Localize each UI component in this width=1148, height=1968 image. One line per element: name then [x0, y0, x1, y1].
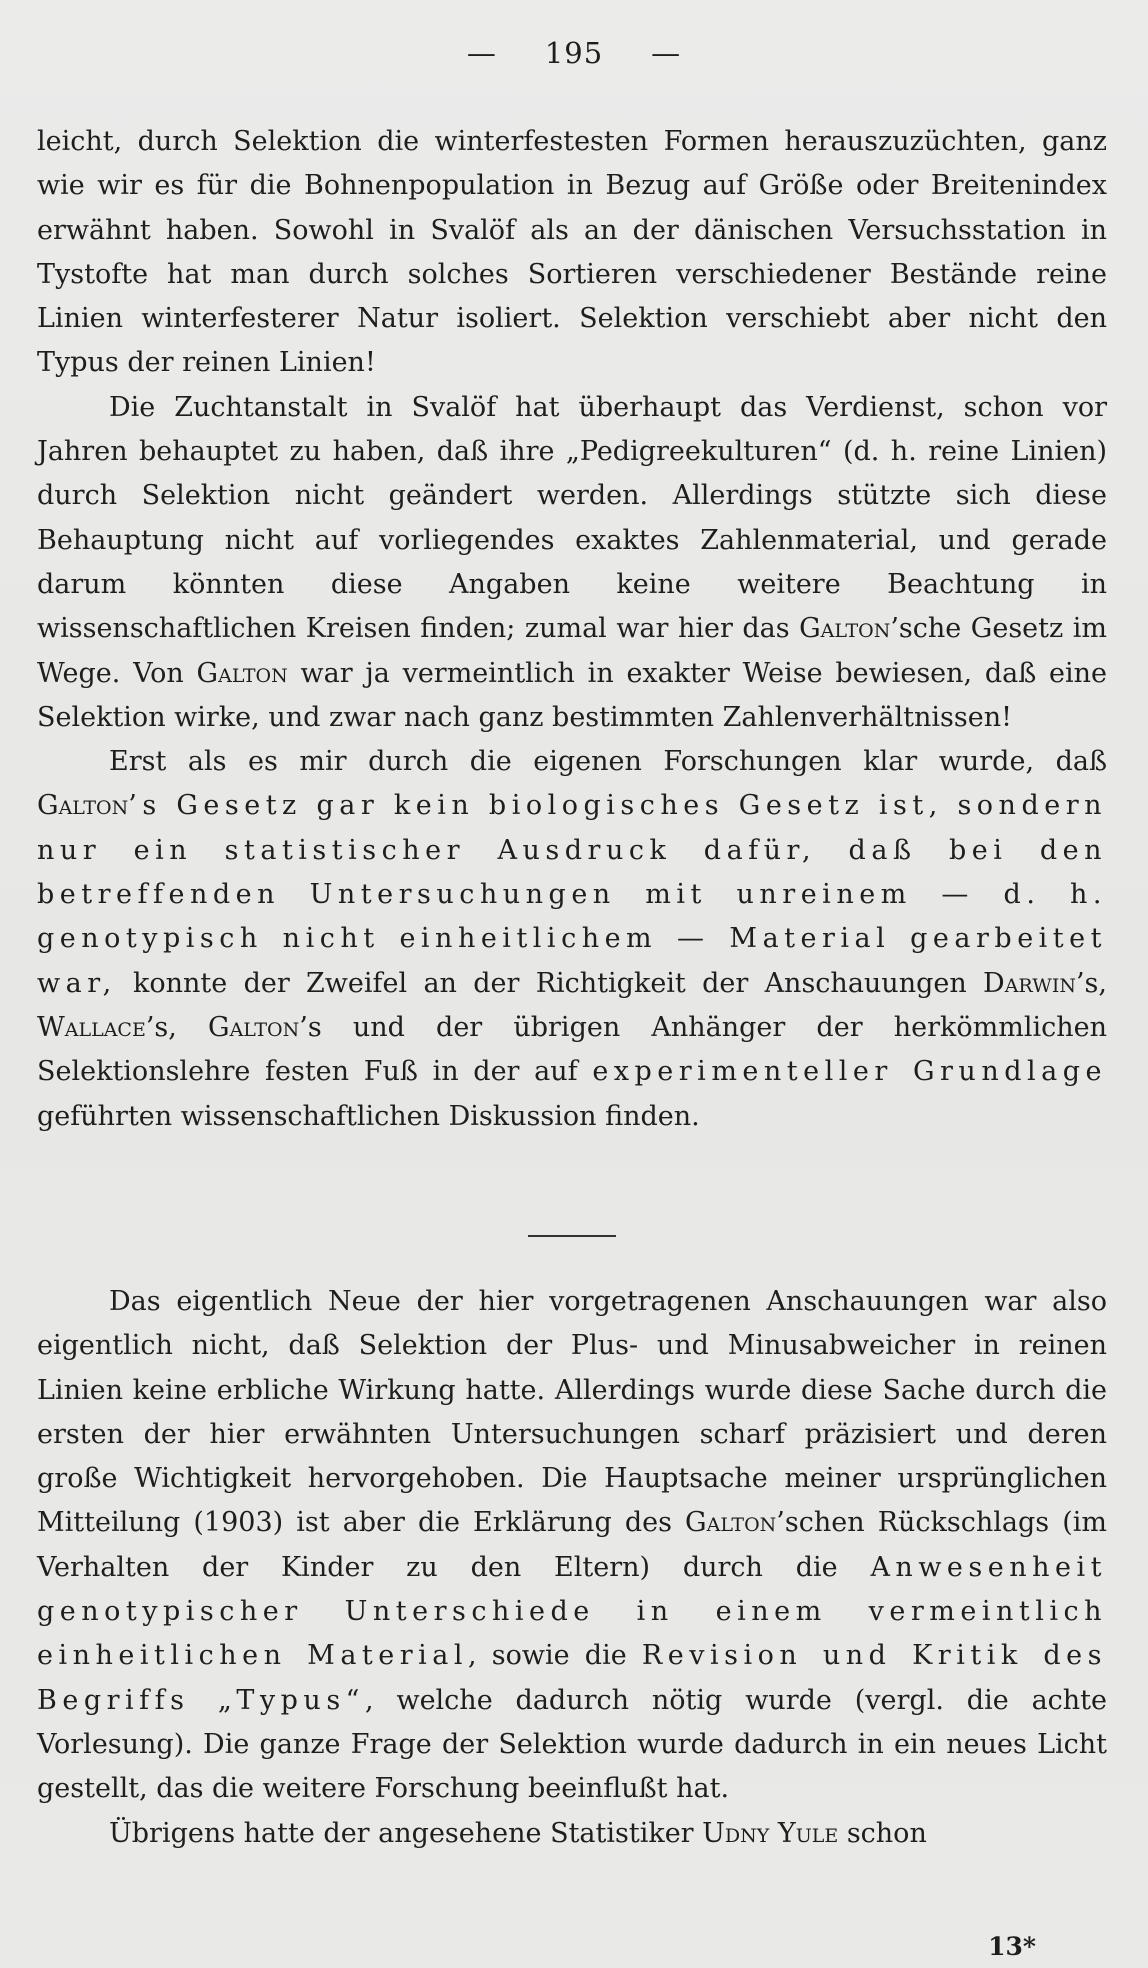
text-run: Übrigens hatte der angesehene Statistiker: [109, 1817, 703, 1849]
name-galton: Galton: [196, 657, 288, 689]
text-run: Das eigentlich Neue der hier vorgetragenen Anschauungen war also eigentlich nicht, daß Selektion der Plus- und Minusabweicher in reinen Linien keine erbliche Wirkung hatte. Allerdings wurde diese Sache durch die ersten der hier erwähnten Untersuchungen scharf präzisiert und deren große Wichtigkeit hervorgehoben. Die Hauptsache meiner ursprünglichen Mitteilung (1903) ist aber die Erklärung des: [37, 1286, 1107, 1539]
text-run: ’schen Rückschlags (im Verhalten der Kinder zu den Eltern) durch die: [37, 1507, 1107, 1583]
paragraph-4: [37, 1280, 1107, 1812]
name-galton: Galton: [208, 1011, 300, 1043]
paragraph-3: [37, 740, 1107, 1139]
text-run: , sowie die: [468, 1640, 642, 1672]
text-run: konnte der Zweifel an der Richtigkeit der Anschauungen: [116, 967, 984, 999]
emphasized-text: Anwesenheit genotypischer Unterschiede in einem vermeintlich einheitlichen Material: [37, 1551, 1107, 1672]
paragraph-2: [37, 386, 1107, 740]
text-run: ’s,: [1075, 967, 1107, 999]
text-block-top: [37, 120, 1107, 1139]
text-run: ’sche Gesetz im Wege. Von: [37, 613, 1107, 689]
text-block-bottom: [37, 1280, 1107, 1856]
text-run: ’s,: [145, 1011, 209, 1043]
signature-mark: 13*: [988, 1932, 1036, 1961]
name-galton: Galton: [799, 613, 891, 645]
text-run: Die Zuchtanstalt in Svalöf hat überhaupt das Verdienst, schon vor Jahren behauptet zu haben, daß ihre „Pedigreekulturen“ (d. h. reine Linien) durch Selektion nicht geändert werden. Allerdings stützte sich diese Behauptung nicht auf vorliegendes exaktes Zahlenmaterial, und gerade darum könnten diese Angaben keine weitere Beachtung in wissenschaftlichen Kreisen finden; zumal war hier das: [37, 391, 1107, 645]
dash-left: —: [466, 36, 497, 70]
dash-right: —: [651, 36, 682, 70]
paragraph-1: leicht, durch Selektion die winterfestesten Formen herauszuzüchten, ganz wie wir es für die Bohnenpopulation in Bezug auf Größe oder Breitenindex erwähnt haben. Sowohl in Svalöf als an der dänischen Versuchsstation in Tystofte hat man durch solches Sortieren verschiedener Bestände reine Linien winterfesterer Natur isoliert. Selektion verschiebt aber nicht den Typus der reinen Linien!: [37, 126, 1107, 379]
name-darwin: Darwin: [983, 967, 1076, 999]
emphasized-text: ’s Gesetz gar kein biologisches Gesetz ist, sondern nur ein statistischer Ausdruck dafür, daß bei den betreffenden Untersuchungen mit unreinem — d. h. genotypisch nicht einheitlichem — Material gearbeitet war,: [37, 790, 1107, 999]
name-galton: Galton: [37, 790, 129, 822]
name-galton: Galton: [685, 1507, 777, 1539]
text-run: Erst als es mir durch die eigenen Forschungen klar wurde, daß: [109, 746, 1107, 778]
name-udny-yule: Udny Yule: [702, 1817, 839, 1849]
emphasized-text: experimenteller Grundlage: [592, 1056, 1107, 1088]
paragraph-5: [37, 1812, 1107, 1856]
section-separator: [528, 1235, 616, 1237]
text-run: schon: [838, 1817, 927, 1849]
page-number: 195: [544, 36, 604, 70]
page-header: [0, 36, 1148, 70]
text-run: geführten wissenschaftlichen Diskussion finden.: [37, 1100, 700, 1132]
name-wallace: Wallace: [37, 1011, 146, 1043]
text-run: , welche dadurch nötig wurde (vergl. die achte Vorlesung). Die ganze Frage der Selektion wurde dadurch in ein neues Licht gestellt, das die weitere Forschung beeinflußt hat.: [37, 1684, 1107, 1805]
emphasized-text: Revision und Kritik des Begriffs „Typus“: [37, 1640, 1107, 1716]
text-run: ’s und der übrigen Anhänger der herkömmlichen Selektionslehre festen Fuß in der auf: [37, 1011, 1107, 1088]
text-run: war ja vermeintlich in exakter Weise bewiesen, daß eine Selektion wirke, und zwar nach ganz bestimmten Zahlenverhältnissen!: [37, 657, 1107, 733]
